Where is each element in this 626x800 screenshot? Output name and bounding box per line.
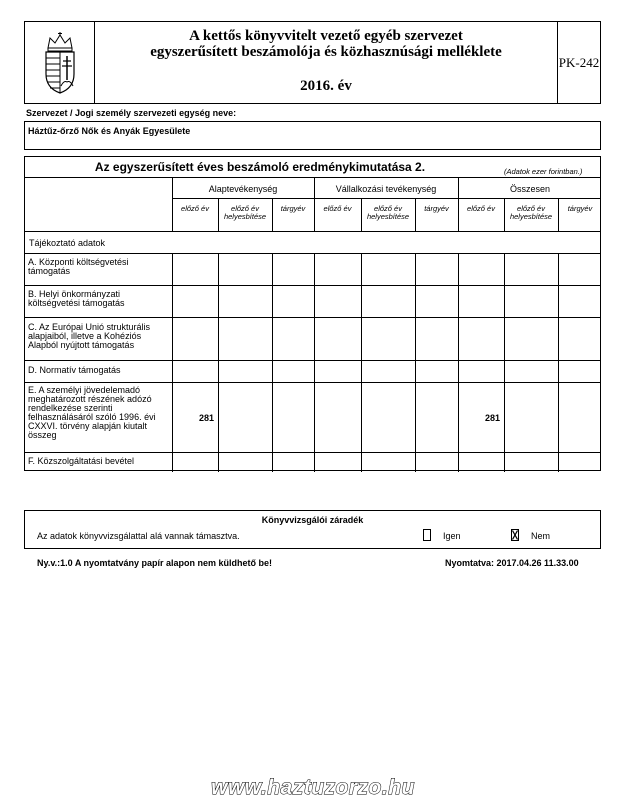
cell-basic-prev-year: 281 — [198, 413, 214, 423]
group-header-basic: Alaptevékenység — [208, 184, 278, 194]
table-unit-note: (Adatok ezer forintban.) — [504, 167, 583, 176]
row-label-local-support: B. Helyi önkormányzati költségvetési támogatás — [28, 289, 125, 308]
form-title-line2: egyszerűsített beszámolója és közhasznúsági melléklete — [150, 44, 502, 60]
group-header-business: Vállalkozási tevékenység — [335, 184, 437, 194]
audit-yes-label: Igen — [443, 531, 461, 541]
subcol-prev-correction: előző év helyesbítése — [509, 204, 553, 221]
subcol-current-year: tárgyév — [424, 204, 449, 213]
row-label-personal-income-tax: E. A személyi jövedelemadó meghatározott részének adózó rendelkezése szerinti felhasználásáról szóló 1996. évi CXXVI. törvény alapján kiutalt összeg — [28, 385, 156, 440]
row-label-normative-support: D. Normatív támogatás — [28, 365, 121, 375]
income-statement-table — [24, 156, 601, 471]
form-year: 2016. év — [300, 78, 352, 94]
subcol-prev-year: előző év — [467, 204, 495, 213]
form-title-line1: A kettős könyvvitelt vezető egyéb szervezet — [189, 28, 463, 44]
footer-version-note: Ny.v.:1.0 A nyomtatvány papír alapon nem küldhető be! — [37, 558, 273, 568]
audit-yes-checkbox[interactable] — [423, 529, 431, 541]
organization-label: Szervezet / Jogi személy szervezeti egység neve: — [26, 108, 237, 118]
table-title: Az egyszerűsített éves beszámoló eredménykimutatása 2. — [94, 160, 426, 174]
subcol-prev-year: előző év — [181, 204, 209, 213]
cell-total-prev-year: 281 — [484, 413, 500, 423]
subcol-prev-correction: előző év helyesbítése — [366, 204, 410, 221]
organization-name: Háztűz-őrző Nők és Anyák Egyesülete — [28, 126, 191, 136]
organization-name-field — [24, 121, 601, 150]
form-title-block — [95, 22, 557, 103]
group-header-total: Összesen — [509, 184, 551, 194]
subcol-current-year: tárgyév — [567, 204, 593, 213]
coat-of-arms-icon — [25, 22, 95, 103]
subcol-prev-correction: előző év helyesbítése — [223, 204, 267, 221]
audit-no-label: Nem — [531, 531, 551, 541]
form-header — [24, 21, 601, 104]
checkmark-x-icon — [512, 530, 518, 540]
form-code: PK-242 — [557, 22, 600, 103]
subcol-prev-year: előző év — [323, 204, 352, 213]
subcol-current-year: tárgyév — [280, 204, 306, 213]
website-watermark: www.haztuzorzo.hu — [211, 776, 415, 799]
audit-title: Könyvvizsgálói záradék — [261, 515, 364, 525]
audit-clause-box — [24, 510, 601, 549]
audit-statement: Az adatok könyvvizsgálattal alá vannak támasztva. — [37, 531, 240, 541]
footer-print-timestamp: Nyomtatva: 2017.04.26 11.33.00 — [445, 558, 579, 568]
section-label: Tájékoztató adatok — [29, 238, 106, 248]
row-label-public-service-revenue: F. Közszolgáltatási bevétel — [28, 456, 135, 466]
row-label-central-support: A. Központi költségvetési támogatás — [28, 257, 129, 276]
audit-no-checkbox[interactable] — [511, 529, 519, 541]
row-label-eu-support: C. Az Európai Unió strukturális alapjaiból, illetve a Kohéziós Alapból nyújtott támogatás — [28, 322, 151, 350]
